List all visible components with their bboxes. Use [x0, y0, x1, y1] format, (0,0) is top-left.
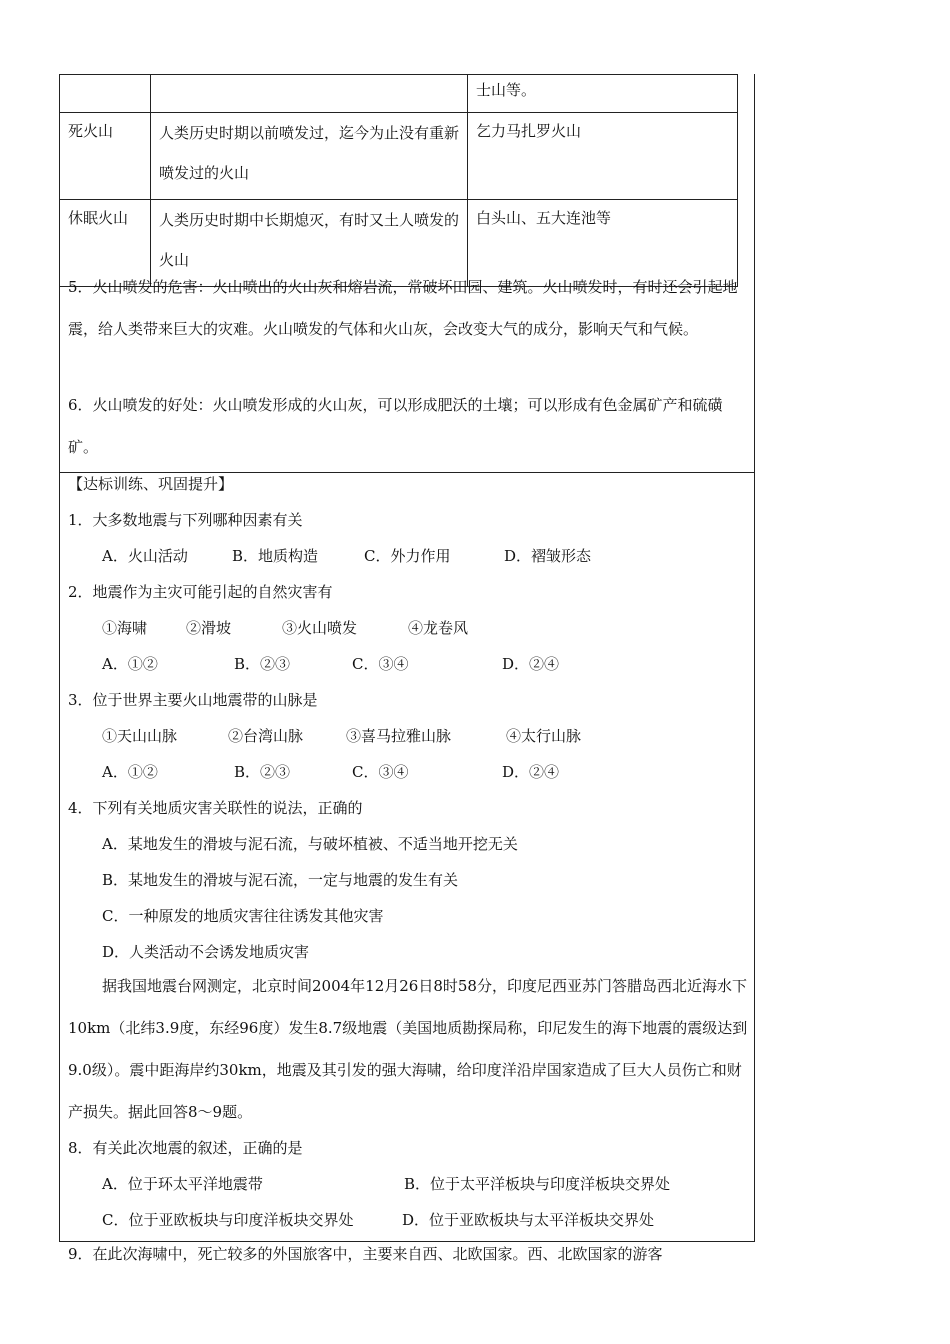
option-c[interactable]: C．外力作用 [364, 547, 451, 565]
question-3-options [68, 762, 559, 782]
question-8-stem: 8．有关此次地震的叙述，正确的是 [68, 1139, 303, 1157]
statement-3: ③火山喷发 [282, 619, 358, 637]
table-cell-desc: 人类历史时期中长期熄灭，有时又土人喷发的火山 [151, 200, 468, 287]
question-4-option-c[interactable]: C．一种原发的地质灾害往往诱发其他灾害 [102, 907, 384, 925]
question-2-items [68, 618, 468, 638]
statement-2: ②滑坡 [186, 619, 232, 637]
statement-4: ④太行山脉 [506, 727, 582, 745]
option-b[interactable]: B．位于太平洋板块与印度洋板块交界处 [404, 1175, 671, 1193]
question-4-option-a[interactable]: A．某地发生的滑坡与泥石流，与破坏植被、不适当地开挖无关 [102, 835, 518, 853]
question-4-stem: 4．下列有关地质灾害关联性的说法，正确的 [68, 799, 363, 817]
note-item-5: 5．火山喷发的危害：火山喷出的火山灰和熔岩流，常破坏田园、建筑。火山喷发时，有时还会引起地震，给人类带来巨大的灾难。火山喷发的气体和火山灰，会改变大气的成分，影响天气和气候。 [68, 278, 738, 338]
question-3-stem: 3．位于世界主要火山地震带的山脉是 [68, 691, 318, 709]
option-b[interactable]: B．地质构造 [232, 547, 319, 565]
table-cell-desc [151, 75, 468, 113]
table-cell-type: 休眠火山 [60, 200, 151, 287]
question-9-stem: 9．在此次海啸中，死亡较多的外国旅客中，主要来自西、北欧国家。西、北欧国家的游客 [68, 1245, 663, 1263]
table-cell-desc: 人类历史时期以前喷发过，迄今为止没有重新喷发过的火山 [151, 113, 468, 200]
statement-1: ①天山山脉 [102, 727, 178, 745]
option-a[interactable]: A．①② [102, 655, 158, 673]
section-divider [59, 472, 755, 473]
statement-1: ①海啸 [102, 619, 148, 637]
volcano-type-table [59, 74, 738, 287]
statement-4: ④龙卷风 [408, 619, 469, 637]
table-cell-example: 乞力马扎罗火山 [468, 113, 738, 200]
table-cell-type [60, 75, 151, 113]
option-c[interactable]: C．位于亚欧板块与印度洋板块交界处 [102, 1211, 354, 1229]
practice-heading: 【达标训练、巩固提升】 [68, 475, 234, 493]
question-4-option-b[interactable]: B．某地发生的滑坡与泥石流，一定与地震的发生有关 [102, 871, 459, 889]
option-d[interactable]: D．褶皱形态 [504, 547, 592, 565]
table-row [60, 113, 738, 200]
reading-passage: 据我国地震台网测定，北京时间2004年12月26日8时58分，印度尼西亚苏门答腊岛西北近海水下10km（北纬3.9度，东经96度）发生8.7级地震（美国地质勘探局称，印尼发生的海下地震的震级达到9.0级）。震中距海岸约30km，地震及其引发的强大海啸，给印度洋沿岸国家造成了巨大人员伤亡和财产损失。据此回答8～9题。 [68, 977, 748, 1121]
option-a[interactable]: A．位于环太平洋地震带 [102, 1175, 263, 1193]
question-1-options [68, 546, 591, 566]
option-c[interactable]: C．③④ [352, 763, 409, 781]
option-d[interactable]: D．②④ [502, 655, 560, 673]
option-b[interactable]: B．②③ [234, 655, 291, 673]
question-1-stem: 1．大多数地震与下列哪种因素有关 [68, 511, 303, 529]
option-d[interactable]: D．②④ [502, 763, 560, 781]
question-4-option-d[interactable]: D．人类活动不会诱发地质灾害 [102, 943, 310, 961]
option-c[interactable]: C．③④ [352, 655, 409, 673]
table-row [60, 75, 738, 113]
option-a[interactable]: A．①② [102, 763, 158, 781]
table-cell-example: 士山等。 [468, 75, 738, 113]
table-cell-example: 白头山、五大连池等 [468, 200, 738, 287]
option-a[interactable]: A．火山活动 [102, 547, 188, 565]
question-2-stem: 2．地震作为主灾可能引起的自然灾害有 [68, 583, 333, 601]
option-b[interactable]: B．②③ [234, 763, 291, 781]
note-item-6: 6．火山喷发的好处：火山喷发形成的火山灰，可以形成肥沃的土壤；可以形成有色金属矿产和硫磺矿。 [68, 396, 723, 456]
option-d[interactable]: D．位于亚欧板块与太平洋板块交界处 [402, 1211, 655, 1229]
question-3-items [68, 726, 581, 746]
question-8-options-row1 [68, 1174, 670, 1194]
statement-2: ②台湾山脉 [228, 727, 304, 745]
statement-3: ③喜马拉雅山脉 [346, 727, 452, 745]
question-2-options [68, 654, 559, 674]
question-8-options-row2 [68, 1210, 654, 1230]
table-cell-type: 死火山 [60, 113, 151, 200]
